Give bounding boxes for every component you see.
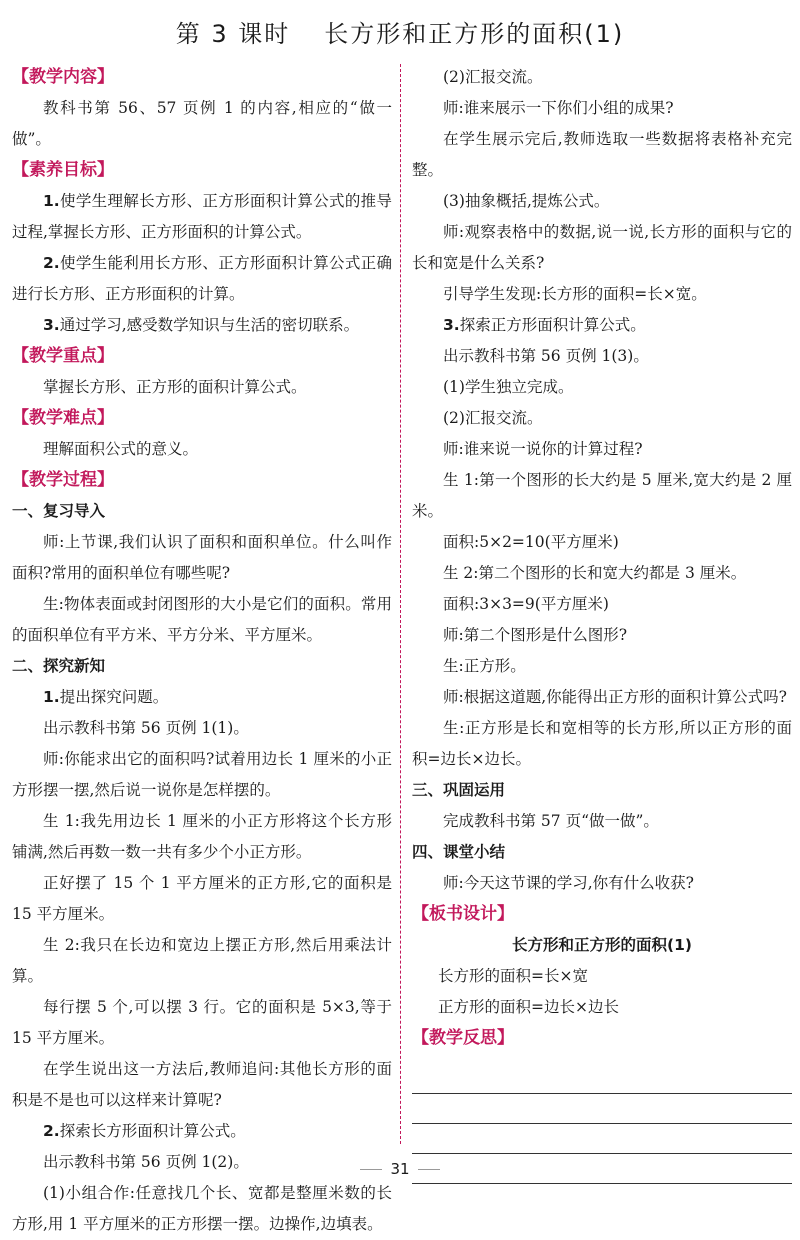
left-column bbox=[12, 62, 392, 1240]
step-item: 1.提出探究问题。 bbox=[43, 688, 169, 706]
page-footer bbox=[0, 1160, 800, 1178]
subsection-practice: 三、巩固运用 bbox=[412, 781, 506, 799]
subsection-explore: 二、探究新知 bbox=[12, 657, 106, 675]
goal-item: 2.使学生能利用长方形、正方形面积计算公式正确进行长方形、正方形面积的计算。 bbox=[12, 254, 392, 303]
page-title bbox=[0, 14, 800, 49]
step-item: 3.探索正方形面积计算公式。 bbox=[443, 316, 646, 334]
paragraph: 师:上节课,我们认识了面积和面积单位。什么叫作面积?常用的面积单位有哪些呢? bbox=[12, 533, 392, 582]
paragraph: 出示教科书第 56 页例 1(3)。 bbox=[443, 347, 649, 365]
paragraph: (1)学生独立完成。 bbox=[443, 378, 574, 396]
goal-item: 1.使学生理解长方形、正方形面积计算公式的推导过程,掌握长方形、正方形面积的计算公式。 bbox=[12, 192, 392, 241]
paragraph: 生 2:第二个图形的长和宽大约都是 3 厘米。 bbox=[443, 564, 747, 582]
writing-line[interactable] bbox=[412, 1124, 792, 1154]
board-formula-rectangle: 长方形的面积=长×宽 bbox=[438, 967, 588, 985]
paragraph: 引导学生发现:长方形的面积=长×宽。 bbox=[443, 285, 707, 303]
writing-line[interactable] bbox=[412, 1064, 792, 1094]
column-divider bbox=[400, 64, 401, 1144]
section-teaching-content: 【教学内容】 bbox=[12, 67, 114, 87]
right-column bbox=[412, 62, 792, 1184]
paragraph: 掌握长方形、正方形的面积计算公式。 bbox=[43, 378, 307, 396]
paragraph: (3)抽象概括,提炼公式。 bbox=[443, 192, 610, 210]
paragraph: 师:观察表格中的数据,说一说,长方形的面积与它的长和宽是什么关系? bbox=[412, 223, 792, 272]
paragraph: 正好摆了 15 个 1 平方厘米的正方形,它的面积是 15 平方厘米。 bbox=[12, 874, 392, 923]
step-item: 2.探索长方形面积计算公式。 bbox=[43, 1122, 246, 1140]
paragraph: 师:第二个图形是什么图形? bbox=[443, 626, 628, 644]
paragraph: 理解面积公式的意义。 bbox=[43, 440, 199, 458]
board-title: 长方形和正方形的面积(1) bbox=[512, 936, 692, 954]
paragraph: 生:物体表面或封闭图形的大小是它们的面积。常用的面积单位有平方米、平方分米、平方厘米。 bbox=[12, 595, 392, 644]
paragraph: (2)汇报交流。 bbox=[443, 409, 543, 427]
section-difficulties: 【教学难点】 bbox=[12, 408, 114, 428]
lesson-title: 长方形和正方形的面积(1) bbox=[324, 20, 625, 48]
paragraph: 师:你能求出它的面积吗?试着用边长 1 厘米的小正方形摆一摆,然后说一说你是怎样摆的。 bbox=[12, 750, 392, 799]
paragraph: 教科书第 56、57 页例 1 的内容,相应的“做一做”。 bbox=[12, 99, 392, 148]
lesson-number: 第 3 课时 bbox=[175, 20, 291, 48]
paragraph: 师:谁来说一说你的计算过程? bbox=[443, 440, 643, 458]
section-key-points: 【教学重点】 bbox=[12, 346, 114, 366]
footer-dash bbox=[418, 1169, 440, 1170]
paragraph: (2)汇报交流。 bbox=[443, 68, 543, 86]
paragraph: 师:根据这道题,你能得出正方形的面积计算公式吗? bbox=[443, 688, 787, 706]
paragraph: (1)小组合作:任意找几个长、宽都是整厘米数的长方形,用 1 平方厘米的正方形摆一摆。边操作,边填表。 bbox=[12, 1184, 392, 1233]
paragraph: 在学生展示完后,教师选取一些数据将表格补充完整。 bbox=[412, 130, 792, 179]
section-goals: 【素养目标】 bbox=[12, 160, 114, 180]
page-number: 31 bbox=[390, 1160, 410, 1178]
section-reflection: 【教学反思】 bbox=[412, 1028, 514, 1048]
section-process: 【教学过程】 bbox=[12, 470, 114, 490]
paragraph: 师:今天这节课的学习,你有什么收获? bbox=[443, 874, 694, 892]
subsection-summary: 四、课堂小结 bbox=[412, 843, 506, 861]
paragraph: 生 1:第一个图形的长大约是 5 厘米,宽大约是 2 厘米。 bbox=[412, 471, 792, 520]
paragraph: 在学生说出这一方法后,教师追问:其他长方形的面积是不是也可以这样来计算呢? bbox=[12, 1060, 392, 1109]
paragraph: 每行摆 5 个,可以摆 3 行。它的面积是 5×3,等于 15 平方厘米。 bbox=[12, 998, 392, 1047]
paragraph: 出示教科书第 56 页例 1(1)。 bbox=[43, 719, 249, 737]
paragraph: 生:正方形。 bbox=[443, 657, 526, 675]
paragraph: 面积:5×2=10(平方厘米) bbox=[443, 533, 619, 551]
paragraph: 生 2:我只在长边和宽边上摆正方形,然后用乘法计算。 bbox=[12, 936, 392, 985]
writing-line[interactable] bbox=[412, 1094, 792, 1124]
paragraph: 师:谁来展示一下你们小组的成果? bbox=[443, 99, 674, 117]
goal-item: 3.通过学习,感受数学知识与生活的密切联系。 bbox=[43, 316, 360, 334]
footer-dash bbox=[360, 1169, 382, 1170]
paragraph: 生:正方形是长和宽相等的长方形,所以正方形的面积=边长×边长。 bbox=[412, 719, 792, 768]
paragraph: 完成教科书第 57 页“做一做”。 bbox=[443, 812, 659, 830]
board-formula-square: 正方形的面积=边长×边长 bbox=[438, 998, 619, 1016]
section-board-design: 【板书设计】 bbox=[412, 904, 514, 924]
subsection-review: 一、复习导入 bbox=[12, 502, 106, 520]
paragraph: 出示教科书第 56 页例 1(2)。 bbox=[43, 1153, 249, 1171]
paragraph: 面积:3×3=9(平方厘米) bbox=[443, 595, 609, 613]
paragraph: 生 1:我先用边长 1 厘米的小正方形将这个长方形铺满,然后再数一数一共有多少个小正方形。 bbox=[12, 812, 392, 861]
